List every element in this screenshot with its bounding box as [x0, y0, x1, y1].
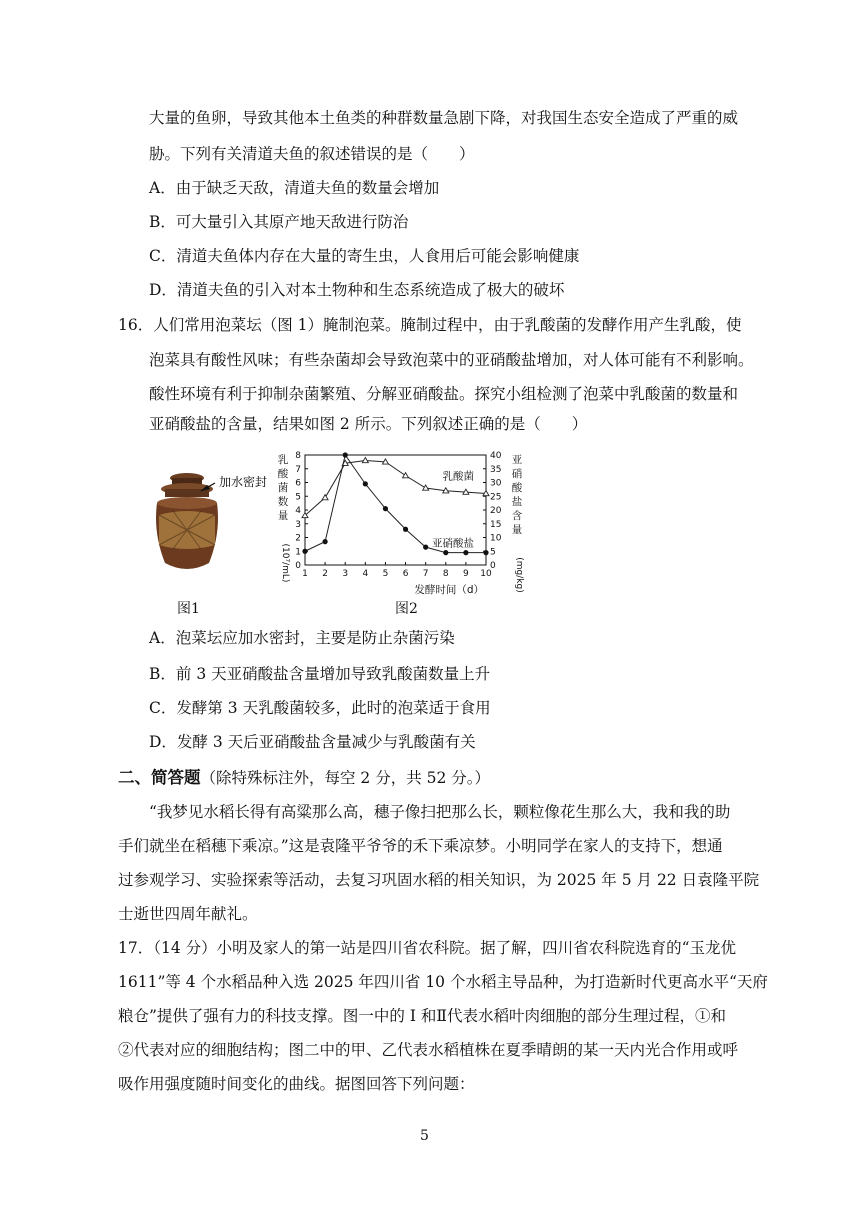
series-line-1 [305, 461, 486, 516]
section-note: （除特殊标注外，每空 2 分，共 52 分。） [200, 769, 491, 787]
x-tick-label: 4 [362, 569, 369, 579]
right-axis-title-char: 亚 [511, 454, 523, 466]
right-tick-label: 20 [490, 506, 502, 516]
intro-paragraph-2: 手们就坐在稻穗下乘凉。”这是袁隆平爷爷的禾下乘凉梦。小明同学在家人的支持下，想通 [118, 837, 723, 855]
right-axis-title-char: 盐 [511, 496, 523, 508]
x-tick-label: 5 [382, 569, 389, 579]
x-tick-label: 7 [422, 569, 429, 579]
left-tick-label: 7 [295, 464, 301, 475]
x-tick-label: 10 [480, 569, 492, 579]
left-tick-label: 0 [295, 561, 301, 571]
pickle-jar-illustration [145, 445, 285, 617]
series-label-2: 亚硝酸盐 [432, 537, 474, 550]
nitrite-point [443, 550, 448, 555]
intro-paragraph-4: 士逝世四周年献礼。 [118, 905, 258, 923]
right-tick-label: 25 [490, 492, 502, 503]
page-number: 5 [420, 1128, 429, 1144]
right-tick-label: 35 [490, 464, 502, 475]
q17-stem-4: ②代表对应的细胞结构；图二中的甲、乙代表水稻植株在夏季晴朗的某一天内光合作用或呼 [118, 1041, 739, 1059]
intro-paragraph-1: “我梦见水稻长得有高粱那么高，穗子像扫把那么长，颗粒像花生那么大，我和我的助 [149, 803, 731, 821]
left-tick-label: 3 [295, 519, 301, 530]
x-tick-label: 9 [463, 569, 469, 579]
left-tick-label: 6 [295, 478, 301, 489]
left-axis-title-char: 酸 [277, 468, 289, 480]
lactobacillus-point [362, 458, 368, 463]
right-tick-label: 0 [490, 561, 496, 571]
nitrite-point [343, 452, 348, 457]
q15-option-c: C．清道夫鱼体内存在大量的寄生虫，人食用后可能会影响健康 [149, 247, 580, 265]
q15-option-a: A．由于缺乏天敌，清道夫鱼的数量会增加 [149, 179, 440, 197]
right-tick-label: 5 [490, 547, 496, 558]
q17-stem-5: 吸作用强度随时间变化的曲线。据图回答下列问题： [118, 1075, 475, 1093]
lactobacillus-point [423, 485, 429, 490]
q17-stem-1: 17．（14 分）小明及家人的第一站是四川省农科院。据了解，四川省农科院选育的“玉龙优 [118, 939, 737, 957]
q17-stem-2: 1611”等 4 个水稻品种入选 2025 年四川省 10 个水稻主导品种，为打造新时代更高水平“天府 [118, 973, 768, 991]
line-continuation-1: 大量的鱼卵，导致其他本土鱼类的种群数量急剧下降，对我国生态安全造成了严重的威 [149, 109, 739, 127]
nitrite-point [463, 550, 468, 555]
right-tick-label: 30 [490, 478, 502, 489]
x-tick-label: 1 [302, 569, 308, 579]
left-tick-label: 2 [295, 533, 301, 544]
line-continuation-2: 胁。下列有关清道夫鱼的叙述错误的是（ ） [149, 145, 475, 163]
right-axis-title-char: 含 [511, 510, 523, 522]
figure-2-caption: 图2 [395, 601, 418, 617]
left-tick-label: 4 [295, 506, 301, 516]
nitrite-point [302, 549, 307, 554]
intro-paragraph-3: 过参观学习、实验探索等活动，去复习巩固水稻的相关知识，为 2025 年 5 月 22 日袁隆平院 [118, 871, 760, 889]
right-tick-label: 40 [490, 451, 502, 461]
x-tick-label: 2 [322, 569, 328, 579]
nitrite-point [483, 550, 488, 555]
nitrite-point [363, 481, 368, 486]
figure-1-caption: 图1 [177, 601, 200, 617]
left-axis-title-char: 量 [277, 510, 289, 522]
jar-label: 加水密封 [219, 475, 268, 489]
q16-stem-4: 亚硝酸盐的含量，结果如图 2 所示。下列叙述正确的是（ ） [149, 415, 588, 433]
left-tick-label: 8 [295, 451, 301, 461]
left-axis-unit: (10⁷/mL) [280, 543, 290, 583]
x-axis-title: 发酵时间（d） [414, 584, 484, 596]
q16-option-c: C．发酵第 3 天乳酸菌较多，此时的泡菜适于食用 [149, 699, 491, 717]
section-heading [118, 768, 490, 788]
left-axis-title-char: 数 [277, 496, 289, 508]
right-axis-unit: (mg/kg) [514, 557, 524, 593]
nitrite-point [423, 545, 428, 550]
nitrite-point [383, 506, 388, 511]
left-tick-label: 1 [295, 547, 301, 558]
q16-stem-3: 酸性环境有利于抑制杂菌繁殖、分解亚硝酸盐。探究小组检测了泡菜中乳酸菌的数量和 [149, 385, 739, 403]
nitrite-point [403, 527, 408, 532]
q17-stem-3: 粮仓”提供了强有力的科技支撑。图一中的 I 和Ⅱ代表水稻叶肉细胞的部分生理过程，①和 [118, 1007, 726, 1025]
pickle-figure [145, 445, 525, 617]
series-label-1: 乳酸菌 [442, 470, 474, 483]
q16-option-b: B．前 3 天亚硝酸盐含量增加导致乳酸菌数量上升 [149, 665, 491, 683]
q16-option-a: A．泡菜坛应加水密封，主要是防止杂菌污染 [149, 629, 455, 647]
section-title: 二、简答题 [118, 768, 201, 787]
left-axis-title-char: 乳 [277, 454, 289, 466]
q15-option-d: D．清道夫鱼的引入对本土物种和生态系统造成了极大的破坏 [149, 281, 565, 299]
right-axis-title-char: 量 [511, 524, 523, 536]
right-tick-label: 10 [490, 533, 502, 544]
right-axis-title-char: 硝 [511, 468, 523, 480]
q16-stem-2: 泡菜具有酸性风味；有些杂菌却会导致泡菜中的亚硝酸盐增加，对人体可能有不利影响。 [149, 351, 754, 369]
q16-stem-1: 16．人们常用泡菜坛（图 1）腌制泡菜。腌制过程中，由于乳酸菌的发酵作用产生乳酸，使 [118, 316, 742, 334]
left-axis-title-char: 菌 [277, 482, 289, 494]
fermentation-chart [275, 445, 525, 617]
lactobacillus-point [403, 473, 409, 478]
x-tick-label: 3 [342, 569, 349, 579]
nitrite-point [323, 539, 328, 544]
left-tick-label: 5 [295, 492, 301, 503]
right-axis-title-char: 酸 [511, 482, 523, 494]
x-tick-label: 6 [402, 569, 409, 579]
q16-option-d: D．发酵 3 天后亚硝酸盐含量减少与乳酸菌有关 [149, 733, 476, 751]
x-tick-label: 8 [442, 569, 449, 579]
q15-option-b: B．可大量引入其原产地天敌进行防治 [149, 213, 409, 231]
lactobacillus-point [322, 495, 328, 500]
right-tick-label: 15 [490, 519, 502, 530]
